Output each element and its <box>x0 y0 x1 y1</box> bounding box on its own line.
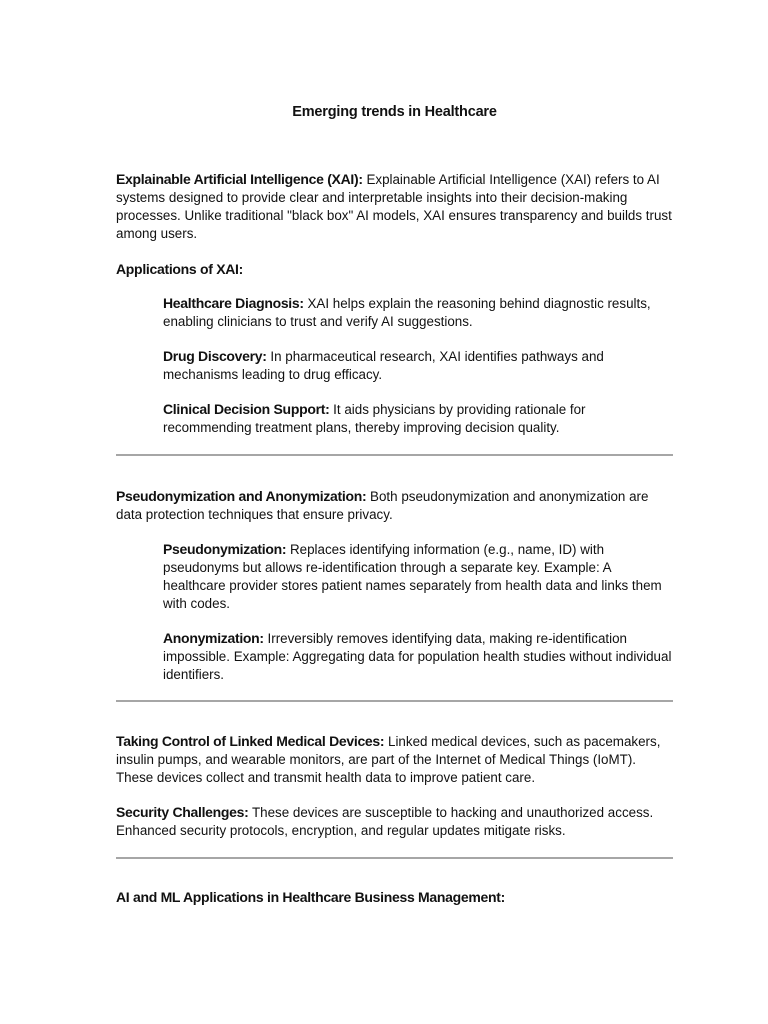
security-text: These devices are susceptible to hacking and unauthorized access. Enhanced security protocols, encryption, and regular updates mitigate risks. <box>116 805 654 838</box>
application-term: Drug Discovery: <box>163 348 267 364</box>
document-page <box>116 104 673 906</box>
privacy-list <box>116 540 673 684</box>
application-item <box>163 400 673 437</box>
privacy-item <box>163 540 673 613</box>
privacy-text: Both pseudonymization and anonymization are data protection techniques that ensure privacy. <box>116 489 649 522</box>
privacy-item <box>163 629 673 684</box>
application-text: In pharmaceutical research, XAI identifies pathways and mechanisms leading to drug efficacy. <box>163 349 604 382</box>
application-text: It aids physicians by providing rationale for recommending treatment plans, thereby improving decision quality. <box>163 402 586 435</box>
application-text: XAI helps explain the reasoning behind diagnostic results, enabling clinicians to trust and verify AI suggestions. <box>163 296 651 329</box>
devices-term: Taking Control of Linked Medical Devices: <box>116 733 385 749</box>
privacy-item-text: Irreversibly removes identifying data, making re-identification impossible. Example: Aggregating data for population health studies without individual identifiers. <box>163 631 672 682</box>
privacy-item-term: Pseudonymization: <box>163 541 287 557</box>
xai-paragraph <box>116 170 673 243</box>
applications-heading: Applications of XAI: <box>116 261 244 277</box>
security-term: Security Challenges: <box>116 804 249 820</box>
application-item <box>163 347 673 384</box>
xai-term: Explainable Artificial Intelligence (XAI): <box>116 171 363 187</box>
document-title: Emerging trends in Healthcare <box>292 104 497 120</box>
application-term: Clinical Decision Support: <box>163 401 330 417</box>
privacy-term: Pseudonymization and Anonymization: <box>116 488 367 504</box>
xai-text: Explainable Artificial Intelligence (XAI) refers to AI systems designed to provide clear and interpretable insights into their decision-making processes. Unlike traditional "black box" AI models, XAI ensures transparency and builds trust among users. <box>116 172 672 241</box>
privacy-item-text: Replaces identifying information (e.g., name, ID) with pseudonyms but allows re-identification through a separate key. Example: A healthcare provider stores patient names separately from health data and links them with codes. <box>163 542 662 611</box>
last-heading: AI and ML Applications in Healthcare Business Management: <box>116 889 505 905</box>
applications-list <box>116 294 673 437</box>
devices-paragraph <box>116 732 673 787</box>
privacy-paragraph <box>116 487 673 524</box>
security-paragraph <box>116 803 673 840</box>
application-item <box>163 294 673 331</box>
devices-text: Linked medical devices, such as pacemakers, insulin pumps, and wearable monitors, are part of the Internet of Medical Things (IoMT). These devices collect and transmit health data to improve patient care. <box>116 734 661 785</box>
application-term: Healthcare Diagnosis: <box>163 295 304 311</box>
privacy-item-term: Anonymization: <box>163 630 264 646</box>
